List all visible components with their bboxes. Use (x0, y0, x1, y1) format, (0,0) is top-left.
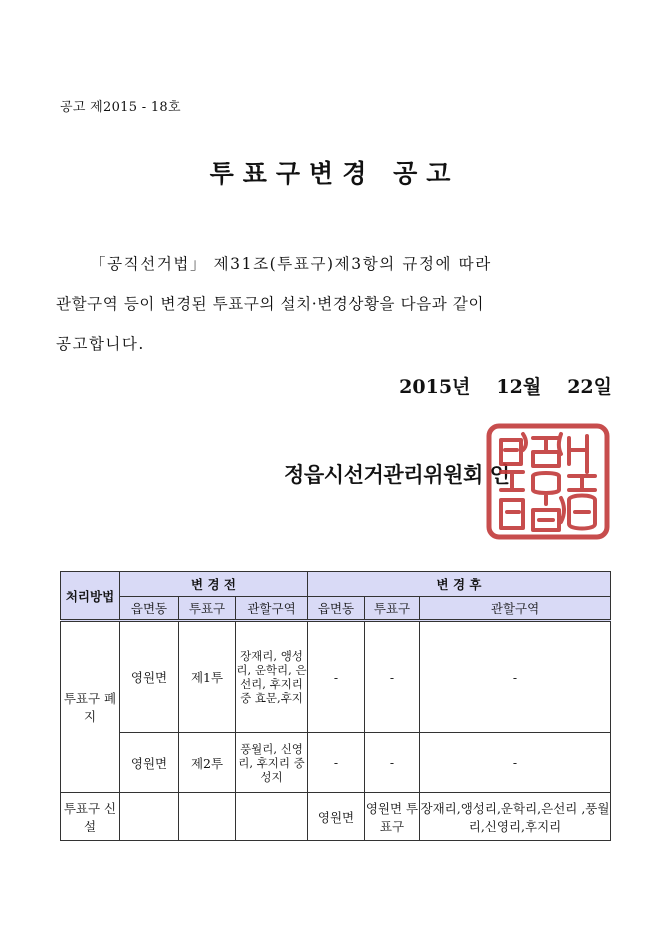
before-area: 풍월리, 신영리, 후지리 중 성지 (236, 733, 308, 793)
after-area: - (420, 733, 611, 793)
subheader-after-precinct: 투표구 (365, 597, 420, 621)
subheader-before-precinct: 투표구 (179, 597, 236, 621)
action-create: 투표구 신설 (61, 793, 120, 841)
after-town: - (308, 621, 365, 733)
date-day: 22일 (567, 376, 612, 398)
before-area: 장재리, 앵성리, 운학리, 은선리, 후지리 중 효문,후지 (236, 621, 308, 733)
after-precinct: - (365, 733, 420, 793)
subheader-after-town: 읍면동 (308, 597, 365, 621)
official-seal-stamp (483, 420, 613, 543)
date-month: 12월 (496, 376, 542, 398)
signer-name: 정읍시선거관리위원회 인 (284, 462, 510, 487)
after-town: 영원면 (308, 793, 365, 841)
precinct-change-table (60, 571, 611, 841)
before-precinct (179, 793, 236, 841)
header-before: 변 경 전 (120, 572, 308, 597)
body-line-3: 공고합니다. (56, 335, 145, 353)
action-abolish: 투표구 폐지 (61, 621, 120, 793)
table-row (61, 733, 611, 793)
header-after: 변 경 후 (308, 572, 611, 597)
before-precinct: 제2투 (179, 733, 236, 793)
notice-body (56, 244, 616, 364)
notice-date (0, 372, 612, 399)
after-precinct: - (365, 621, 420, 733)
after-area: - (420, 621, 611, 733)
subheader-before-town: 읍면동 (120, 597, 179, 621)
after-area: 장재리,앵성리,운학리,은선리 ,풍월리,신영리,후지리 (420, 793, 611, 841)
body-line-2: 관할구역 등이 변경된 투표구의 설치·변경상황을 다음과 같이 (56, 295, 485, 313)
subheader-after-area: 관할구역 (420, 597, 611, 621)
before-area (236, 793, 308, 841)
table-row (61, 793, 611, 841)
date-year: 2015년 (399, 376, 471, 398)
before-precinct: 제1투 (179, 621, 236, 733)
document-number: 공고 제2015 - 18호 (60, 100, 181, 115)
after-precinct: 영원면 투표구 (365, 793, 420, 841)
table-row (61, 621, 611, 733)
before-town: 영원면 (120, 621, 179, 733)
header-action: 처리방법 (61, 572, 120, 621)
subheader-before-area: 관할구역 (236, 597, 308, 621)
after-town: - (308, 733, 365, 793)
before-town: 영원면 (120, 733, 179, 793)
notice-title: 투표구변경 공고 (209, 159, 460, 188)
before-town (120, 793, 179, 841)
body-line-1: 「공직선거법」 제31조(투표구)제3항의 규정에 따라 (90, 255, 492, 273)
